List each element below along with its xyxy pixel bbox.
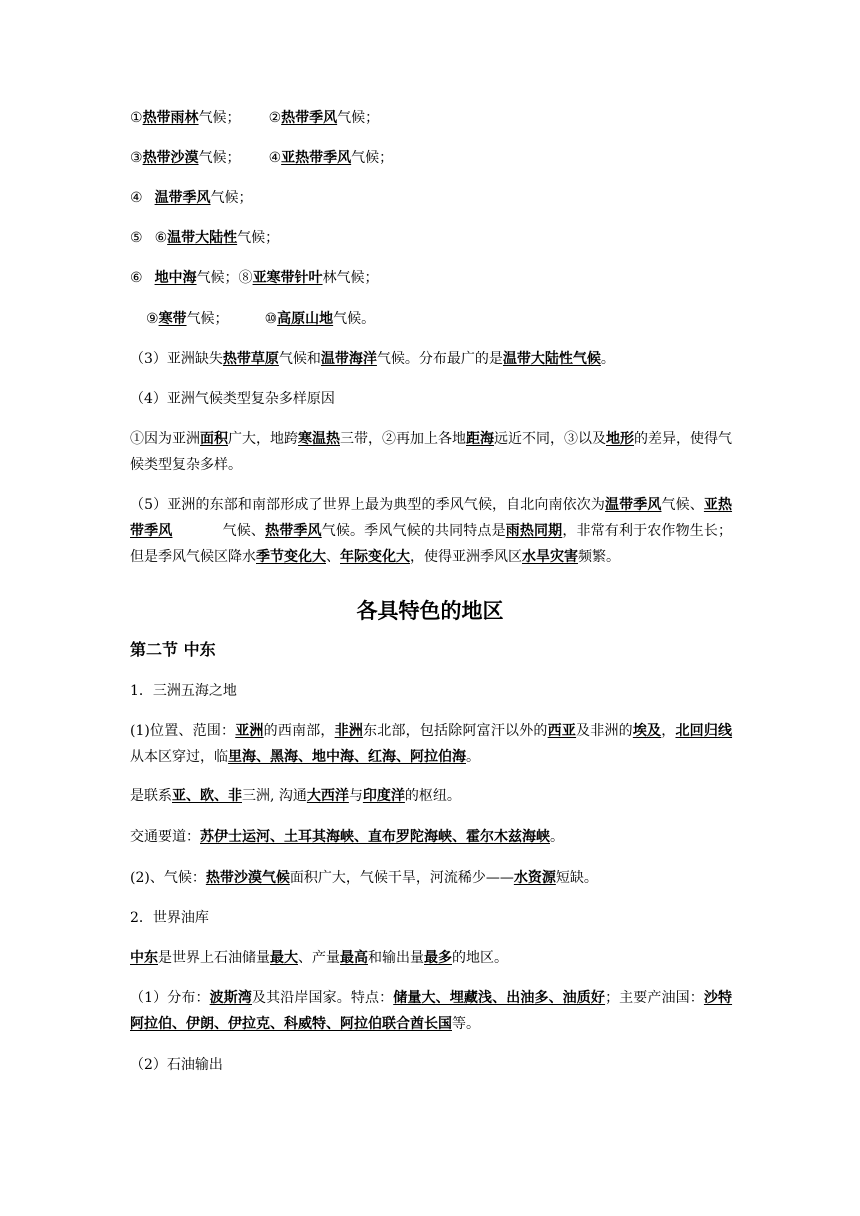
paragraph-4-heading bbox=[130, 389, 730, 409]
keyword: 亚寒带针叶 bbox=[252, 270, 323, 286]
oil-export-heading bbox=[130, 1055, 730, 1075]
keyword: 水资源 bbox=[513, 870, 556, 886]
text: 及非洲的 bbox=[576, 723, 633, 739]
text: 和输出量 bbox=[368, 950, 424, 966]
keyword: 最大 bbox=[270, 950, 298, 966]
text: 气候； bbox=[237, 230, 280, 246]
climate-line-3 bbox=[130, 188, 730, 208]
keyword: 亚热带季风 bbox=[281, 150, 352, 166]
text: (2)、气候： bbox=[130, 870, 206, 886]
climate-line-6 bbox=[146, 309, 746, 329]
keyword: 高原山地 bbox=[277, 311, 334, 327]
text: 气候和 bbox=[278, 351, 321, 367]
keyword: 温带海洋 bbox=[320, 351, 377, 367]
paragraph-3 bbox=[130, 349, 730, 369]
text: ，使得亚洲季风区 bbox=[410, 549, 522, 565]
keyword: 沙特阿拉伯、伊朗、伊拉克、科威特、阿拉伯联合酋长国 bbox=[130, 990, 733, 1032]
keyword: 温带季风 bbox=[154, 190, 211, 206]
text: （1）分布： bbox=[130, 990, 210, 1006]
text: 交通要道： bbox=[130, 829, 200, 845]
keyword: 最多 bbox=[424, 950, 452, 966]
keyword: 热带草原 bbox=[222, 351, 279, 367]
keyword: 最高 bbox=[340, 950, 368, 966]
text: ① bbox=[130, 110, 143, 126]
text: 远近不同，③以及 bbox=[494, 431, 606, 447]
text: 及其沿岸国家。特点： bbox=[252, 990, 394, 1006]
keyword: 里海、黑海、地中海、红海、阿拉伯海 bbox=[228, 749, 466, 765]
middle-east-traffic bbox=[130, 827, 730, 847]
text: ⑥ bbox=[130, 270, 143, 286]
keyword: 亚洲 bbox=[235, 723, 264, 739]
text: 气候、 bbox=[222, 523, 266, 539]
climate-line-1 bbox=[130, 108, 730, 128]
paragraph-5 bbox=[130, 492, 732, 570]
keyword: 季节变化大 bbox=[256, 549, 326, 565]
keyword: 储量大、埋藏浅、出油多、油质好 bbox=[393, 990, 606, 1006]
text: ⑤ bbox=[130, 230, 143, 246]
keyword: 大西洋 bbox=[306, 788, 349, 804]
keyword: 年际变化大 bbox=[340, 549, 410, 565]
text: ①因为亚洲 bbox=[130, 431, 200, 447]
text: 气候；⑧ bbox=[196, 270, 253, 286]
page-title: 各具特色的地区 bbox=[356, 599, 504, 623]
text: 气候； bbox=[337, 110, 380, 126]
text: 是联系 bbox=[130, 788, 172, 804]
keyword: 地形 bbox=[606, 431, 634, 447]
keyword: 西亚 bbox=[547, 723, 577, 739]
text: (1)位置、范围： bbox=[130, 723, 236, 739]
text: 与 bbox=[348, 788, 363, 804]
text: 、 bbox=[326, 549, 340, 565]
text: 短缺。 bbox=[555, 870, 598, 886]
text: ，非常有利于农作物生长；但是季风气候区降水 bbox=[130, 523, 733, 565]
keyword: 热带沙漠气候 bbox=[205, 870, 290, 886]
text: ② bbox=[268, 110, 282, 126]
text: 。 bbox=[600, 351, 615, 367]
keyword: 温带大陆性气候 bbox=[502, 351, 601, 367]
text: 气候； bbox=[198, 110, 241, 126]
text: 气候； bbox=[210, 190, 253, 206]
text: 。 bbox=[466, 749, 480, 765]
keyword: 热带沙漠 bbox=[142, 150, 199, 166]
keyword: 温带季风 bbox=[605, 497, 662, 513]
keyword: 波斯湾 bbox=[209, 990, 253, 1006]
text: ④ bbox=[130, 190, 143, 206]
keyword: 热带雨林 bbox=[142, 110, 199, 126]
keyword: 热带季风 bbox=[281, 110, 338, 126]
keyword: 寒温热 bbox=[298, 431, 340, 447]
text: 气候； bbox=[198, 150, 241, 166]
heading-1: 1．三洲五海之地 bbox=[130, 683, 237, 699]
text: 的枢纽。 bbox=[404, 788, 461, 804]
text: ⑥ bbox=[154, 230, 168, 246]
keyword: 距海 bbox=[466, 431, 494, 447]
keyword: 中东 bbox=[130, 950, 158, 966]
text: 广大，地跨 bbox=[228, 431, 298, 447]
text: 气候； bbox=[186, 311, 229, 327]
text: （2）石油输出 bbox=[130, 1057, 223, 1073]
text: （5）亚洲的东部和南部形成了世界上最为典型的季风气候，自北向南依次为 bbox=[130, 497, 606, 513]
section-heading: 第二节 中东 bbox=[130, 640, 216, 659]
text: 气候。 bbox=[333, 311, 376, 327]
text: 的西南部， bbox=[263, 723, 335, 739]
keyword: 面积 bbox=[200, 431, 228, 447]
text: ④ bbox=[268, 150, 282, 166]
text: 东北部，包括除阿富汗以外的 bbox=[363, 723, 548, 739]
text: ⑩ bbox=[264, 311, 278, 327]
text: 是世界上石油储量 bbox=[158, 950, 270, 966]
text: （4）亚洲气候类型复杂多样原因 bbox=[130, 391, 335, 407]
keyword: 亚热带季风 bbox=[130, 497, 733, 539]
text: 三带，②再加上各地 bbox=[340, 431, 466, 447]
text: 。 bbox=[550, 829, 564, 845]
heading-2: 2．世界油库 bbox=[130, 910, 209, 926]
keyword: 北回归线 bbox=[675, 723, 733, 739]
text: ；主要产油国： bbox=[605, 990, 704, 1006]
text: 的差异，使得气候类型复杂多样。 bbox=[130, 431, 732, 473]
oil-summary bbox=[130, 948, 730, 968]
text: 气候； bbox=[351, 150, 394, 166]
text: 气候。分布最广的是 bbox=[376, 351, 503, 367]
middle-east-location bbox=[130, 718, 732, 770]
text: ③ bbox=[130, 150, 143, 166]
keyword: 亚、欧、非 bbox=[172, 788, 242, 804]
keyword: 水旱灾害 bbox=[522, 549, 578, 565]
keyword: 寒带 bbox=[158, 311, 187, 327]
text: 的地区。 bbox=[452, 950, 508, 966]
keyword: 非洲 bbox=[334, 723, 364, 739]
text: 气候、 bbox=[661, 497, 704, 513]
keyword: 印度洋 bbox=[362, 788, 405, 804]
climate-line-2 bbox=[130, 148, 730, 168]
keyword: 雨热同期 bbox=[505, 523, 563, 539]
text: 从本区穿过，临 bbox=[130, 749, 228, 765]
text: 面积广大，气候干旱，河流稀少—— bbox=[289, 870, 514, 886]
oil-distribution bbox=[130, 985, 732, 1037]
text: 频繁。 bbox=[578, 549, 620, 565]
text: 气候。季风气候的共同特点是 bbox=[321, 523, 506, 539]
text: 、产量 bbox=[298, 950, 340, 966]
text: 林气候； bbox=[322, 270, 379, 286]
climate-line-5 bbox=[130, 268, 730, 288]
text: 三洲, 沟通 bbox=[242, 788, 307, 804]
keyword: 热带季风 bbox=[265, 523, 322, 539]
text: （3）亚洲缺失 bbox=[130, 351, 223, 367]
paragraph-4-body bbox=[130, 426, 732, 478]
text: 等。 bbox=[452, 1016, 480, 1032]
middle-east-climate bbox=[130, 868, 730, 888]
text: ， bbox=[661, 723, 676, 739]
keyword: 温带大陆性 bbox=[167, 230, 238, 246]
keyword: 地中海 bbox=[154, 270, 197, 286]
keyword: 埃及 bbox=[632, 723, 662, 739]
text: ⑨ bbox=[146, 311, 159, 327]
middle-east-link bbox=[130, 786, 730, 806]
keyword: 苏伊士运河、土耳其海峡、直布罗陀海峡、霍尔木兹海峡 bbox=[200, 829, 550, 845]
climate-line-4 bbox=[130, 228, 730, 248]
